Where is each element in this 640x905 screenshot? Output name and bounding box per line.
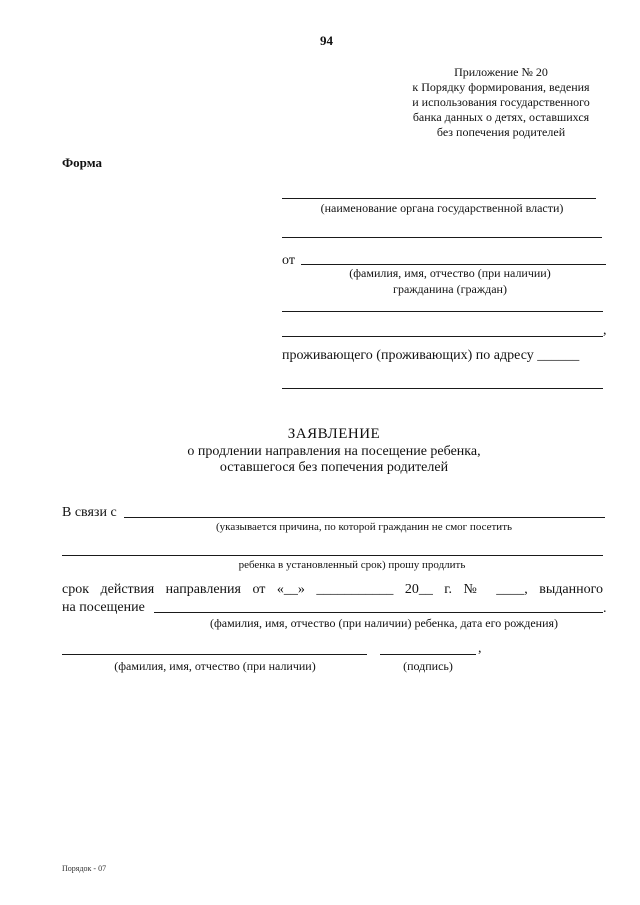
statement-title: ЗАЯВЛЕНИЕ — [287, 426, 381, 442]
applicant-comma: , — [603, 323, 607, 338]
authority-name-line[interactable] — [282, 198, 596, 199]
appendix-line: банка данных о детях, оставшихся — [412, 110, 590, 124]
applicant-extra-line[interactable] — [282, 311, 603, 312]
authority-extra-line[interactable] — [282, 237, 602, 238]
visit-line[interactable] — [154, 612, 603, 613]
reason-label: В связи с — [62, 505, 117, 520]
appendix-title: Приложение № 20 — [454, 65, 548, 79]
appendix-line: без попечения родителей — [436, 125, 566, 139]
reason-extra-line[interactable] — [62, 555, 603, 556]
applicant-caption-1: (фамилия, имя, отчество (при наличии) — [349, 266, 551, 280]
reason-line[interactable] — [124, 517, 605, 518]
applicant-caption-2: гражданина (граждан) — [393, 282, 507, 296]
appendix-line: и использования государственного — [412, 95, 590, 109]
authority-caption: (наименование органа государственной власти) — [320, 201, 564, 215]
validity-text: срок действия направления от «__» ___________ 20__ г. № ____, выданного — [62, 582, 603, 597]
from-label: от — [282, 253, 295, 268]
signature-comma: , — [478, 641, 482, 656]
form-label: Форма — [62, 155, 102, 170]
page-number: 94 — [320, 33, 333, 48]
applicant-name-line[interactable] — [301, 264, 606, 265]
reason-caption-2: ребенка в установленный срок) прошу продлить — [238, 559, 466, 571]
appendix-line: к Порядку формирования, ведения — [412, 80, 590, 94]
statement-subtitle-1: о продлении направления на посещение ребенка, — [187, 444, 481, 459]
reason-caption: (указывается причина, по которой гражданин не смог посетить — [215, 521, 513, 533]
address-line[interactable] — [282, 388, 603, 389]
footer-text: Порядок - 07 — [62, 864, 107, 873]
child-caption: (фамилия, имя, отчество (при наличии) ребенка, дата его рождения) — [209, 616, 559, 630]
signer-caption: (фамилия, имя, отчество (при наличии) — [114, 659, 316, 673]
visit-label: на посещение — [62, 600, 145, 615]
visit-period: . — [603, 601, 607, 616]
signature-caption: (подпись) — [403, 659, 453, 673]
applicant-extra-line[interactable] — [282, 336, 603, 337]
appendix-block — [385, 65, 617, 140]
address-label: проживающего (проживающих) по адресу ______ — [282, 348, 580, 363]
signer-name-line[interactable] — [62, 654, 367, 655]
statement-subtitle-2: оставшегося без попечения родителей — [219, 460, 449, 475]
signature-line[interactable] — [380, 654, 476, 655]
